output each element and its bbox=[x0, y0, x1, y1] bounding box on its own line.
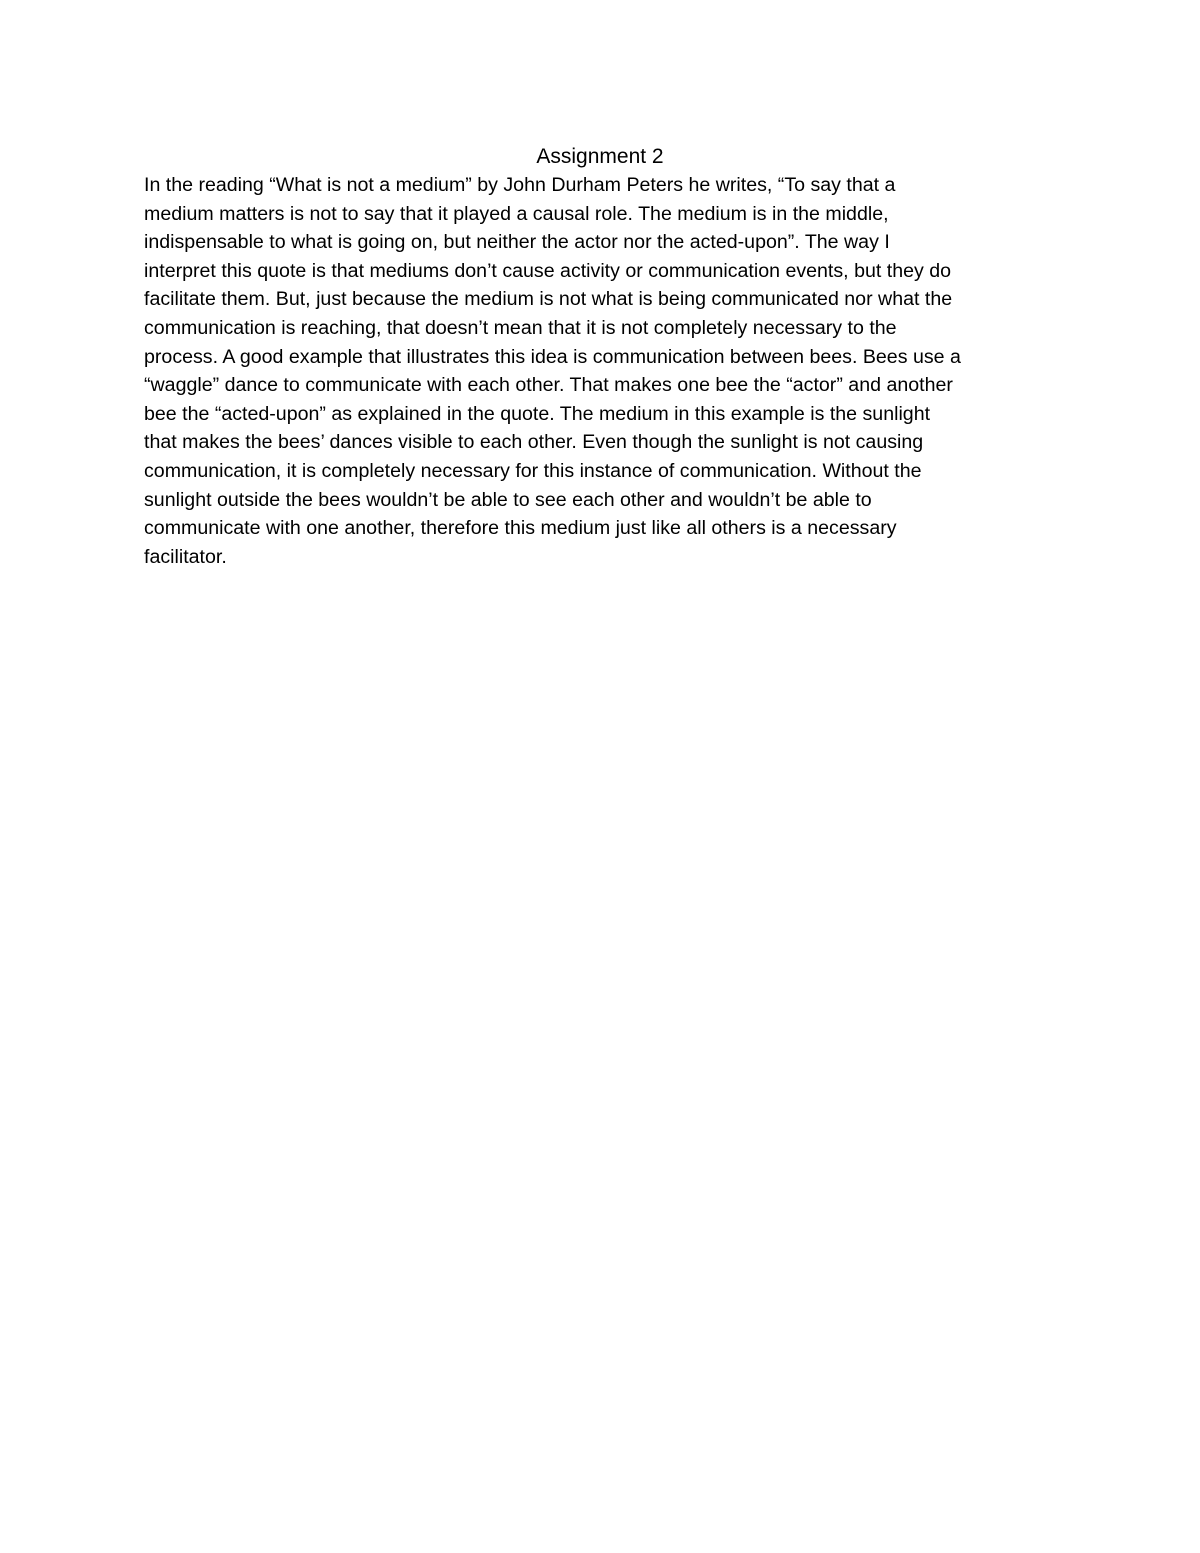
body-line: bee the “acted-upon” as explained in the quote. The medium in this example is the sunlight bbox=[144, 402, 931, 425]
body-line: indispensable to what is going on, but neither the actor nor the acted-upon”. The way I bbox=[144, 231, 890, 254]
document-title: Assignment 2 bbox=[536, 145, 664, 168]
body-line: process. A good example that illustrates this idea is communication between bees. Bees use a bbox=[144, 345, 961, 368]
body-line: medium matters is not to say that it played a causal role. The medium is in the middle, bbox=[144, 202, 889, 225]
body-line: communication is reaching, that doesn’t mean that it is not completely necessary to the bbox=[144, 316, 897, 339]
body-line: facilitate them. But, just because the medium is not what is being communicated nor what the bbox=[144, 288, 953, 311]
body-line: that makes the bees’ dances visible to each other. Even though the sunlight is not causing bbox=[144, 431, 924, 454]
body-line: facilitator. bbox=[144, 545, 227, 568]
document-body bbox=[144, 171, 1056, 571]
body-line: communication, it is completely necessary for this instance of communication. Without the bbox=[144, 459, 922, 482]
body-line: In the reading “What is not a medium” by John Durham Peters he writes, “To say that a bbox=[144, 174, 896, 196]
body-line: “waggle” dance to communicate with each other. That makes one bee the “actor” and another bbox=[144, 374, 953, 397]
body-line: interpret this quote is that mediums don’t cause activity or communication events, but they do bbox=[144, 259, 952, 282]
body-line: communicate with one another, therefore this medium just like all others is a necessary bbox=[144, 517, 897, 540]
body-line: sunlight outside the bees wouldn’t be able to see each other and wouldn’t be able to bbox=[144, 488, 872, 511]
